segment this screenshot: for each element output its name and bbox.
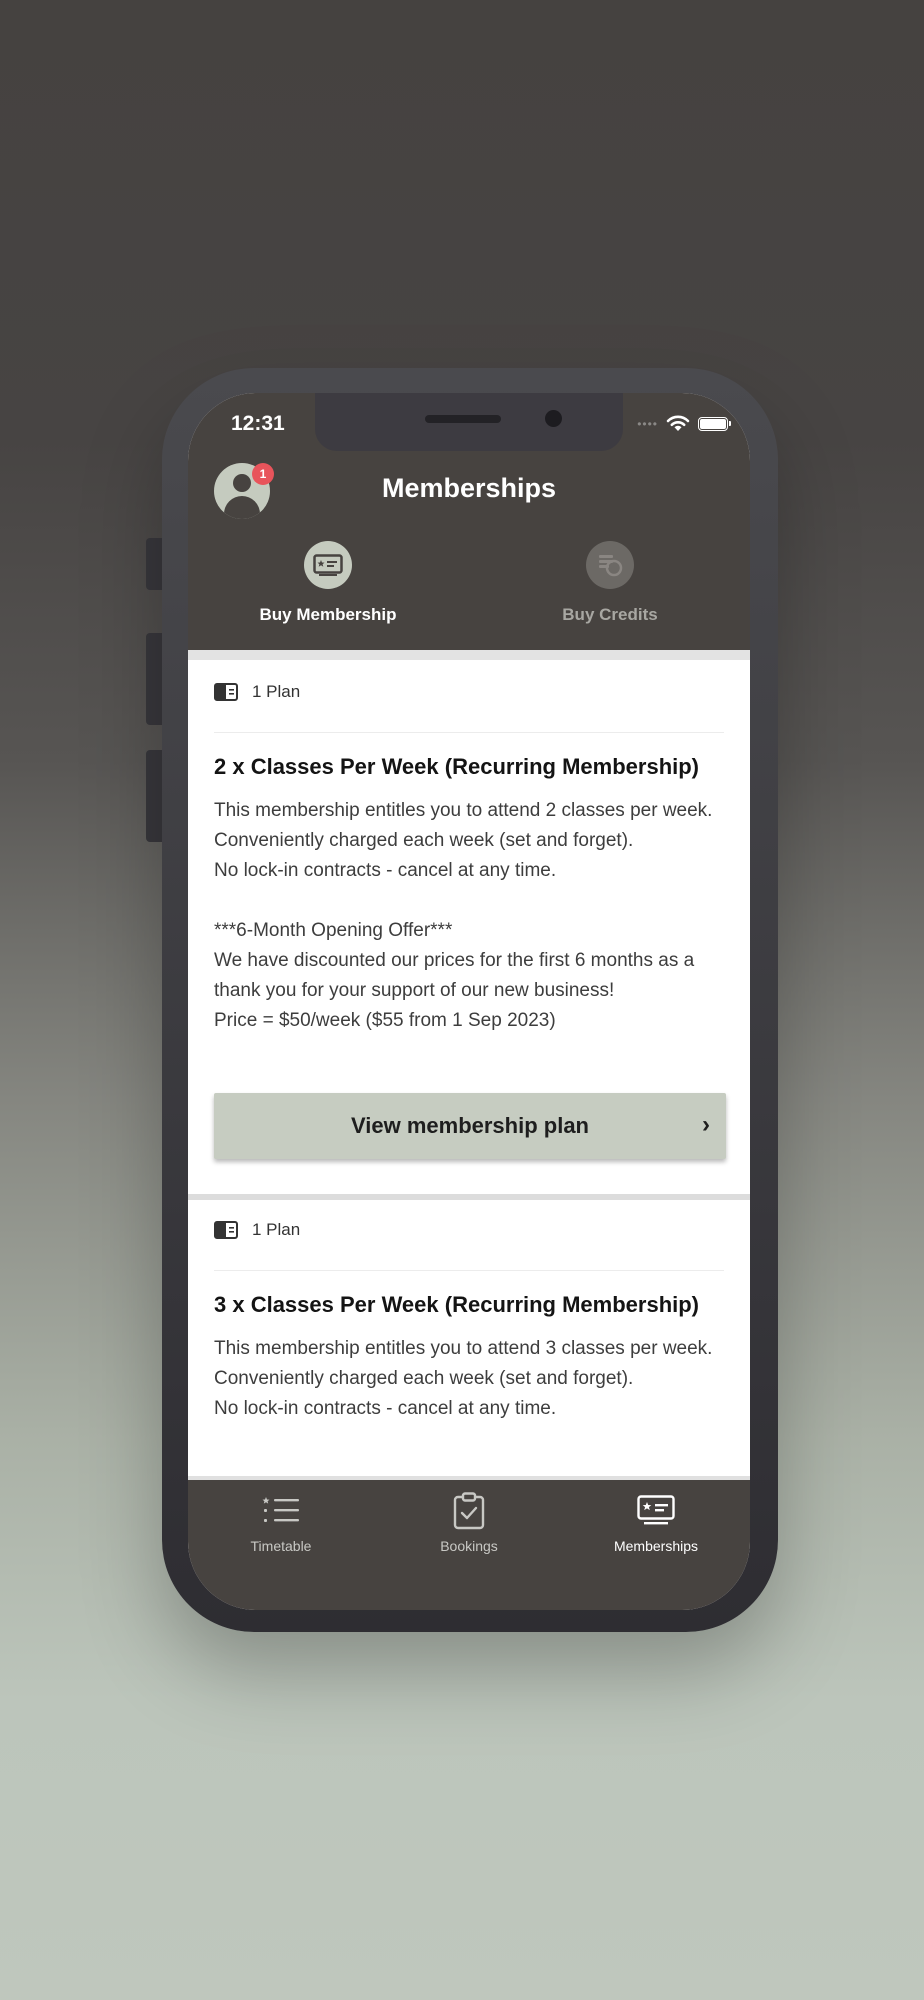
membership-card [188,1200,750,1480]
nav-bookings-label: Bookings [440,1538,498,1554]
nav-timetable[interactable] [211,1492,351,1554]
divider [188,650,750,660]
front-camera [545,410,562,427]
phone-screen [188,393,750,1610]
membership-description [214,1334,734,1424]
membership-description [214,796,734,1036]
notch [315,393,623,451]
membership-title: 3 x Classes Per Week (Recurring Membership) [214,1292,700,1317]
description-line: This membership entitles you to attend 3 classes per week. [214,1338,713,1359]
membership-card [188,660,750,1190]
bookings-clipboard-icon [453,1492,485,1530]
description-line: This membership entitles you to attend 2 classes per week. [214,800,713,821]
view-membership-plan-button[interactable] [214,1093,726,1159]
wifi-icon [666,415,690,432]
notification-badge: 1 [252,463,274,485]
memberships-card-icon [637,1495,675,1527]
tab-buy-membership-label: Buy Membership [259,605,397,624]
description-line: Conveniently charged each week (set and forget). [214,830,634,851]
plan-book-icon [214,1221,238,1239]
description-line [214,886,734,916]
app-header [188,393,750,650]
description-line: No lock-in contracts - cancel at any time. [214,1398,557,1419]
nav-bookings[interactable] [399,1492,539,1554]
battery-icon [698,417,728,431]
tab-buy-credits[interactable] [510,541,710,625]
description-line: Price = $50/week ($55 from 1 Sep 2023) [214,1010,556,1031]
divider [188,1476,750,1480]
page-title: Memberships [381,473,557,503]
membership-card-icon [304,541,352,589]
signal-icon: •••• [637,416,658,431]
description-line: No lock-in contracts - cancel at any time. [214,860,557,881]
plan-count-row [214,1220,300,1240]
plan-book-icon [214,683,238,701]
nav-memberships-label: Memberships [613,1538,699,1554]
memberships-list [188,650,750,1480]
divider [214,1270,724,1271]
nav-memberships[interactable] [586,1492,726,1554]
description-line: Conveniently charged each week (set and forget). [214,1368,634,1389]
status-time: 12:31 [231,412,285,435]
tab-buy-membership[interactable] [228,541,428,625]
tab-buy-credits-label: Buy Credits [562,605,658,624]
plan-count-row [214,682,300,702]
bottom-navigation [188,1480,750,1610]
nav-timetable-label: Timetable [250,1538,312,1554]
description-line: ***6-Month Opening Offer*** [214,920,453,941]
chevron-right-icon: › [702,1111,710,1138]
plan-count-label: 1 Plan [252,682,301,701]
divider [214,732,724,733]
plan-count-label: 1 Plan [252,1220,301,1239]
description-line: We have discounted our prices for the first 6 months as a thank you for your support of our new business! [214,950,695,1001]
speaker [425,415,501,423]
membership-title: 2 x Classes Per Week (Recurring Membership) [214,754,700,779]
credits-coins-icon [586,541,634,589]
view-membership-plan-label: View membership plan [350,1113,589,1138]
status-icons [637,415,728,432]
timetable-list-icon [262,1496,300,1526]
